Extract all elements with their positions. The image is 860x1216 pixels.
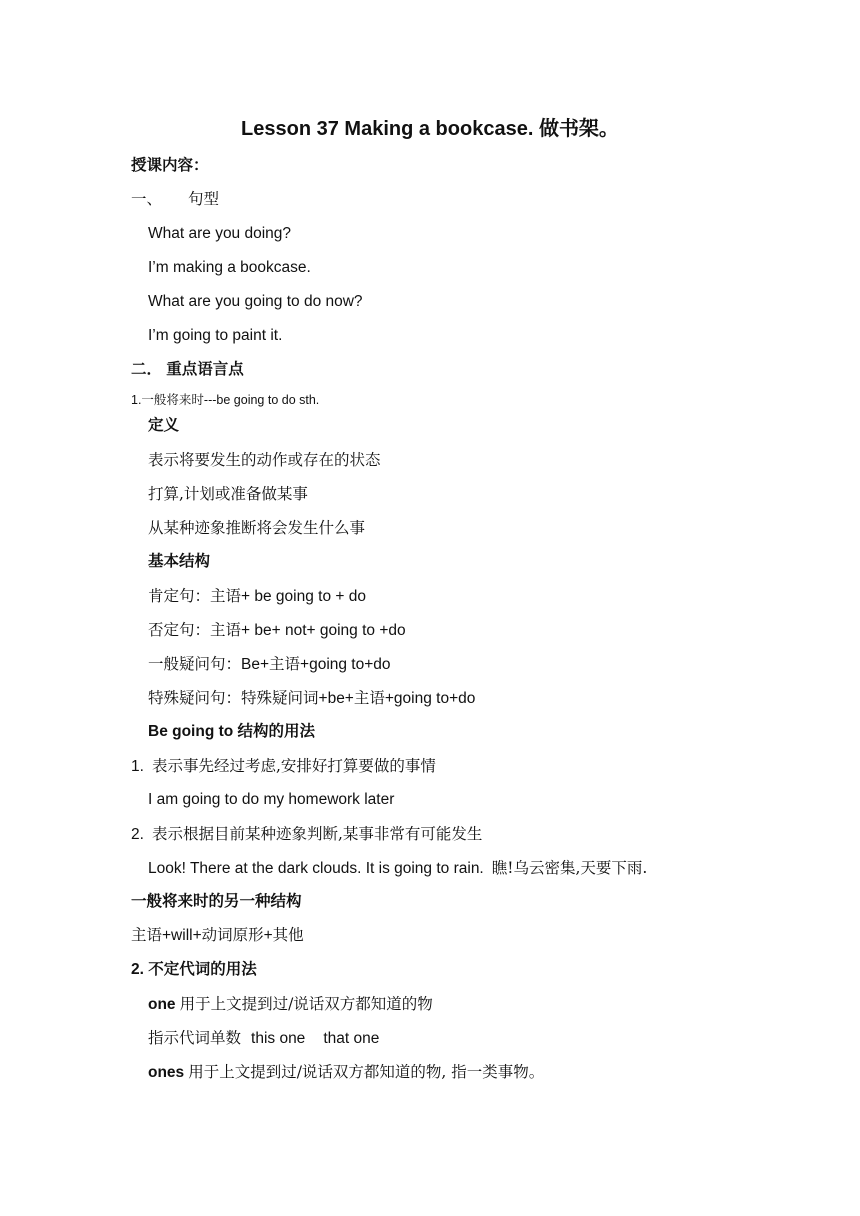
usage-2-number: 2. (131, 826, 144, 843)
definition-1: 表示将要发生的动作或存在的状态 (148, 451, 381, 469)
sentence-pattern-3: What are you going to do now? (148, 293, 363, 310)
usage-1 (131, 756, 436, 777)
structure-wh-label: 特殊疑问句：特殊疑问词 (148, 689, 319, 707)
demonstrative-label: 指示代词单数 (148, 1029, 242, 1047)
structure-positive (148, 586, 366, 607)
structure-positive-label: 肯定句：主语 (148, 587, 242, 605)
structure-question-formula: Be+主语+going to+do (241, 656, 391, 673)
will-structure: 主语+will+动词原形+其他 (131, 927, 304, 944)
one-explanation: 用于上文提到过/说话双方都知道的物 (179, 995, 433, 1013)
usage-1-example: I am going to do my homework later (148, 791, 395, 808)
usage-2 (131, 824, 482, 845)
lesson-title: Lesson 37 Making a bookcase. 做书架。 (241, 118, 619, 140)
usage-2-example-chinese: 瞧!乌云密集,天要下雨. (491, 859, 648, 877)
definition-heading: 定义 (148, 417, 180, 434)
sentence-pattern-1: What are you doing? (148, 225, 292, 242)
usage-2-example (148, 858, 647, 879)
usage-2-text: 表示根据目前某种迹象判断,某事非常有可能发生 (151, 825, 483, 843)
structure-wh-question (148, 688, 475, 709)
one-usage (148, 994, 433, 1015)
structure-negative-formula: + be+ not+ going to +do (241, 622, 406, 639)
demonstrative-that-one: that one (323, 1030, 380, 1047)
usage-2-example-english: Look! There at the dark clouds. It is going to rain. (148, 860, 484, 877)
structure-wh-formula: +be+主语+going to+do (318, 690, 476, 707)
structure-negative-label: 否定句：主语 (148, 621, 242, 639)
definition-2: 打算,计划或准备做某事 (148, 485, 308, 503)
structure-heading: 基本结构 (148, 553, 211, 570)
section1-title: 句型 (188, 191, 220, 208)
ones-word: ones (148, 1064, 185, 1081)
usage-heading: Be going to 结构的用法 (148, 723, 316, 740)
usage-1-number: 1. (131, 758, 144, 775)
point2-heading: 2. 不定代词的用法 (131, 961, 257, 978)
ones-explanation: 用于上文提到过/说话双方都知道的物, 指一类事物。 (188, 1063, 545, 1081)
sentence-pattern-2: I’m making a bookcase. (148, 259, 311, 276)
section2-heading: 二． 重点语言点 (131, 361, 244, 378)
section1-heading (131, 190, 219, 210)
sentence-pattern-4: I’m going to paint it. (148, 327, 283, 344)
structure-question (148, 654, 391, 675)
structure-question-label: 一般疑问句： (148, 655, 242, 673)
definition-3: 从某种迹象推断将会发生什么事 (148, 519, 366, 537)
demonstrative-this-one: this one (251, 1030, 306, 1047)
structure-negative (148, 620, 406, 641)
teaching-content-heading: 授课内容： (131, 157, 209, 174)
usage-1-text: 表示事先经过考虑,安排好打算要做的事情 (151, 757, 436, 775)
will-structure-heading: 一般将来时的另一种结构 (131, 893, 302, 910)
demonstrative-line (148, 1028, 379, 1049)
one-word: one (148, 996, 176, 1013)
section1-number: 一、 (131, 191, 163, 208)
structure-positive-formula: + be going to + do (241, 588, 366, 605)
point1-heading: 1.一般将来时---be going to do sth. (131, 393, 320, 407)
ones-usage (148, 1062, 544, 1083)
